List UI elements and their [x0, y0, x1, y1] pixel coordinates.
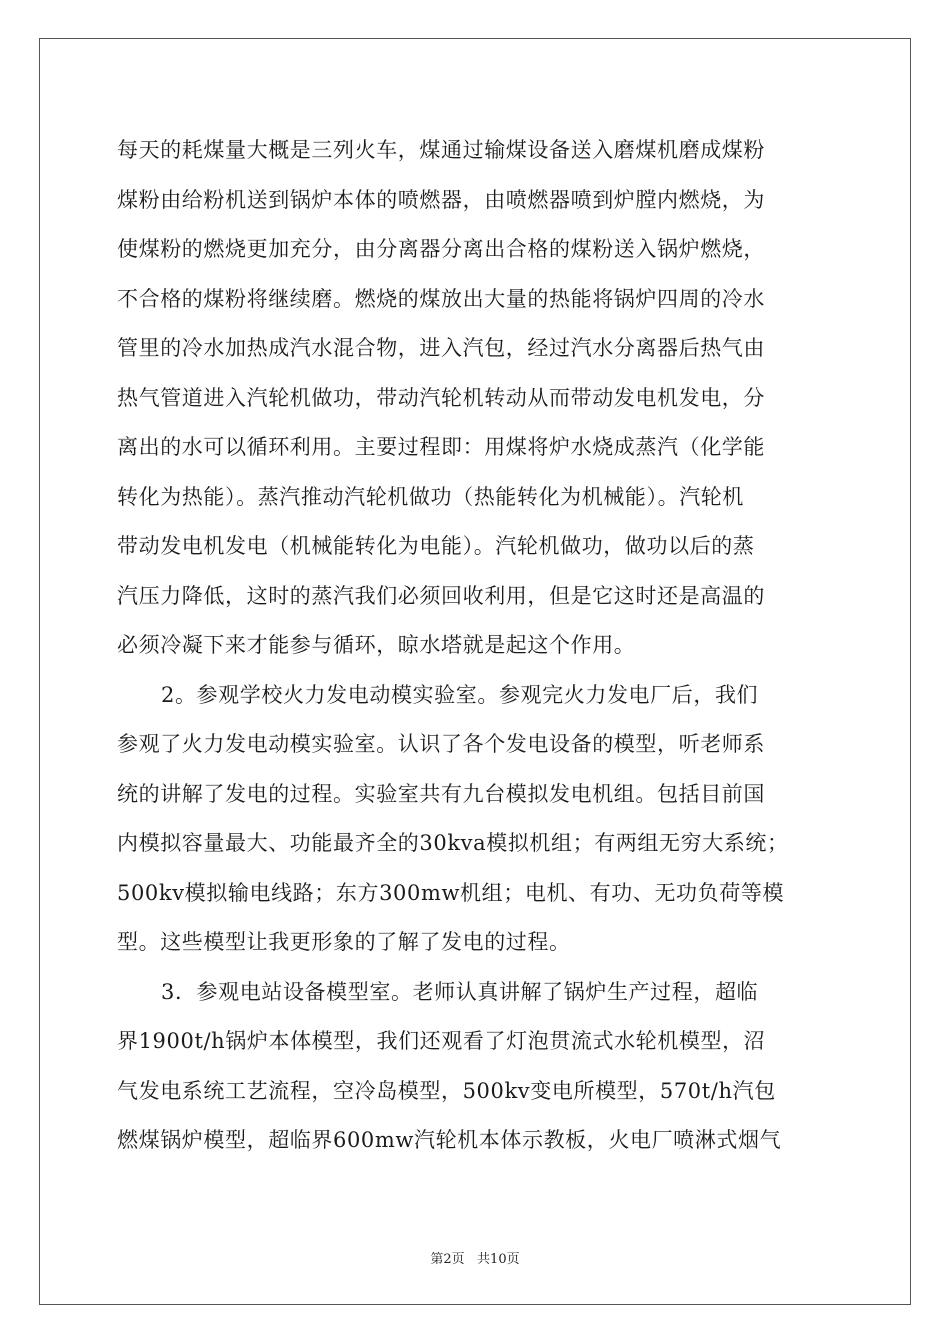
document-body [117, 126, 837, 1166]
text-line: 热气管道进入汽轮机做功，带动汽轮机转动从而带动发电机发电，分 [117, 385, 765, 410]
text-line: 转化为热能）。蒸汽推动汽轮机做功（热能转化为机械能）。汽轮机 [117, 484, 744, 509]
text-line: 燃煤锅炉模型，超临界600mw汽轮机本体示教板，火电厂喷淋式烟气 [117, 1128, 782, 1152]
text-line: 气发电系统工艺流程，空冷岛模型，500kv变电所模型，570t/h汽包 [117, 1078, 776, 1103]
page-number: 第2页 共10页 [430, 1252, 520, 1267]
text-line: 管里的冷水加热成汽水混合物，进入汽包，经过汽水分离器后热气由 [117, 336, 765, 360]
text-line: 型。这些模型让我更形象的了解了发电的过程。 [117, 930, 571, 954]
text-line: 统的讲解了发电的过程。实验室共有九台模拟发电机组。包括目前国 [117, 781, 765, 806]
paragraph-3-start: 3．参观电站设备模型室。老师认真讲解了锅炉生产过程，超临 [161, 979, 759, 1004]
text-line: 不合格的煤粉将继续磨。燃烧的煤放出大量的热能将锅炉四周的冷水 [117, 286, 765, 311]
text-line: 煤粉由给粉机送到锅炉本体的喷燃器，由喷燃器喷到炉膛内燃烧，为 [117, 187, 765, 212]
paragraph-2-start: 2。参观学校火力发电动模实验室。参观完火力发电厂后，我们 [161, 682, 759, 707]
text-line: 离出的水可以循环利用。主要过程即：用煤将炉水烧成蒸汽（化学能 [117, 435, 765, 459]
text-line: 500kv模拟输电线路；东方300mw机组；电机、有功、无功负荷等模 [117, 880, 785, 905]
text-line: 使煤粉的燃烧更加充分，由分离器分离出合格的煤粉送入锅炉燃烧， [117, 237, 765, 261]
text-line: 参观了火力发电动模实验室。认识了各个发电设备的模型，听老师系 [117, 732, 765, 756]
text-line: 每天的耗煤量大概是三列火车，煤通过输煤设备送入磨煤机磨成煤粉 [117, 138, 765, 162]
text-line: 带动发电机发电（机械能转化为电能）。汽轮机做功，做功以后的蒸 [117, 534, 755, 558]
text-line: 必须冷凝下来才能参与循环，晾水塔就是起这个作用。 [117, 633, 636, 657]
text-line: 汽压力降低，这时的蒸汽我们必须回收利用，但是它这时还是高温的 [117, 583, 765, 608]
text-line: 界1900t/h锅炉本体模型，我们还观看了灯泡贯流式水轮机模型，沼 [117, 1029, 766, 1053]
text-line: 内模拟容量最大、功能最齐全的30kva模拟机组；有两组无穷大系统； [117, 831, 789, 855]
